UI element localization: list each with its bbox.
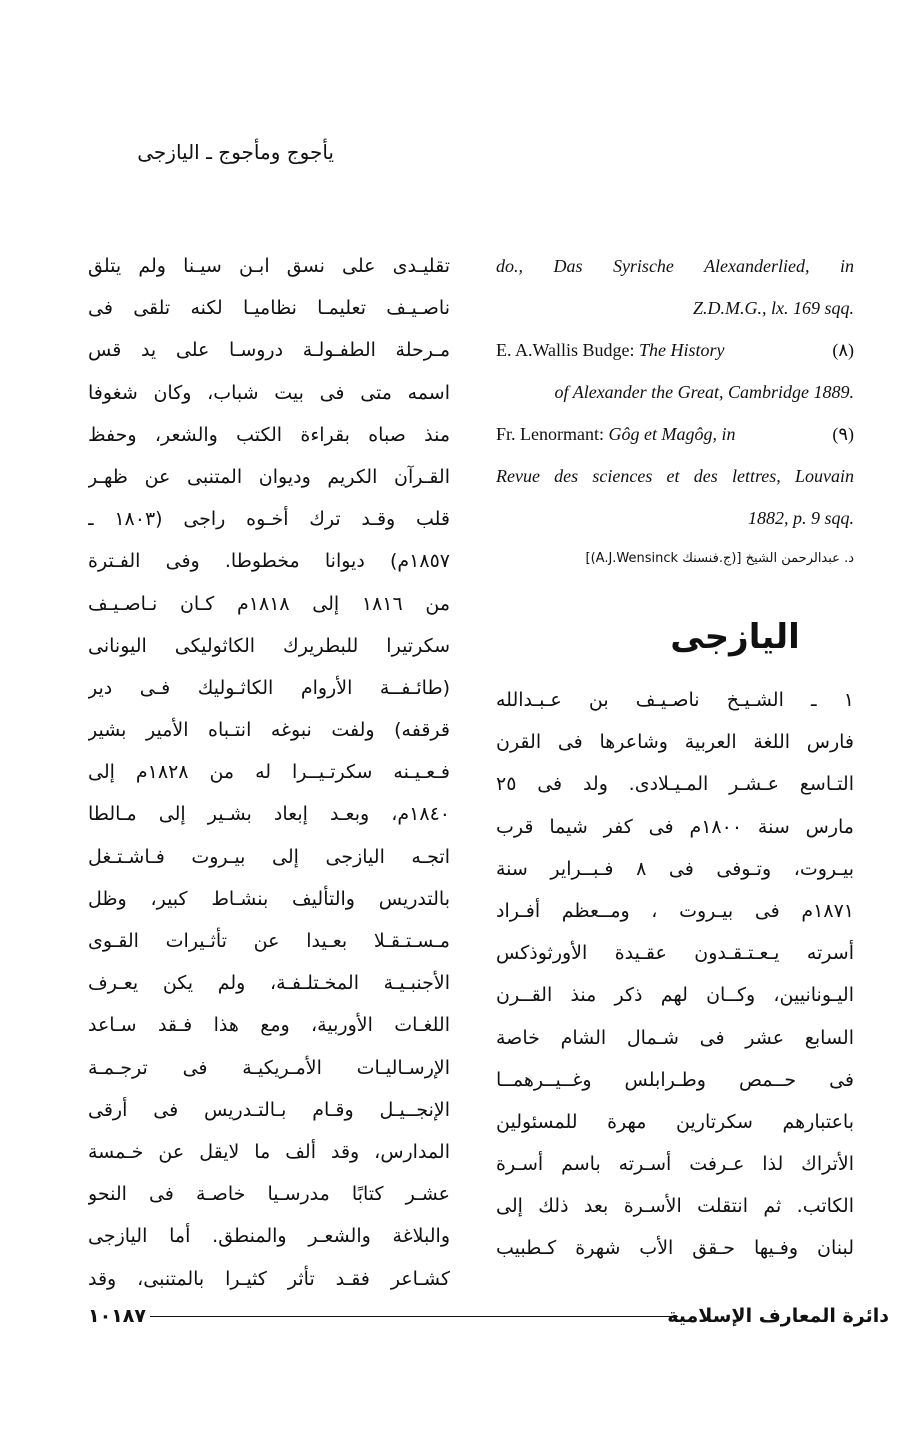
bib-entry-line: Revue des sciences et des lettres, Louvain [496, 466, 854, 486]
right-column [496, 245, 854, 1270]
right-column-line: فى حــمص وطـرابلس وغــيــرهمــا [496, 1068, 854, 1091]
right-column-line: التـاسع عـشـر المـيـلادى. ولد فى ٢٥ [496, 773, 854, 796]
right-column-line: باعتبارهم سكرتارين مهرة للمسئولين [496, 1110, 854, 1133]
bib-entry-line: 1882, p. 9 sqq. [747, 508, 854, 528]
bib-entry-line: do., Das Syrische Alexanderlied, in [496, 256, 854, 276]
left-column-line: الإرسـاليـات الأمـريكيـة فى ترجـمـة [88, 1056, 450, 1079]
right-column-line: مارس سنة ١٨٠٠م فى كفر شيما قرب [496, 815, 854, 838]
right-column-line: لبنان وفـيها حـقق الأب شهرة كـطبيب [496, 1237, 854, 1260]
right-column-line: بيـروت، وتـوفى فى ٨ فـبــراير سنة [496, 857, 854, 880]
journal-name: دائرة المعارف الإسلامية [667, 1305, 889, 1327]
left-column-line: منذ صباه بقراءة الكتب والشعر، وحفظ [88, 423, 450, 446]
right-column-line: ١ ـ الشـيـخ ناصـيـف بن عـبـدالله [496, 689, 854, 711]
left-column-line: تقليـدى على نسق ابـن سيـنا ولم يتلق [88, 255, 450, 277]
left-column-line: الأجنبـيـة المخـتلـفـة، ولم يكن يعـرف [88, 972, 450, 995]
bib-author: Fr. Lenormant: [496, 424, 604, 444]
right-column-line: الكاتب. ثم انتقلت الأسـرة بعد ذلك إلى [496, 1195, 854, 1218]
left-column-line: اللغـات الأوربية، ومع هذا فـقد سـاعد [88, 1014, 450, 1037]
left-column-line: ١٨٤٠م، وبعـد إبعاد بشـير إلى مـالطا [88, 803, 450, 826]
bib-title: Gôg et Magôg, in [608, 424, 736, 444]
bibliography [496, 245, 854, 539]
bib-author: E. A.Wallis Budge: [496, 340, 635, 360]
left-column-line: مـرحلة الطفـولـة دروسـا على يد قس [88, 339, 450, 362]
right-column-line: أسرته يـعـتـقـدون عقـيدة الأورثوذكس [496, 942, 854, 965]
left-column-line: فـعـيـنه سكرتـيــرا له من ١٨٢٨م إلى [88, 761, 450, 784]
bib-entry-line [496, 413, 854, 455]
left-column-line: قلب وقـد ترك أخـوه راجى (١٨٠٣ ـ [88, 508, 450, 531]
bib-entry-line [496, 329, 854, 371]
left-column-line: الإنجــيـل وقـام بـالتـدريس فى أرقى [88, 1098, 450, 1121]
left-column-line: القـرآن الكريم وديوان المتنبى عن ظهـر [88, 465, 450, 488]
section-title: اليازجى [670, 617, 800, 657]
left-column-line: (طائـفــة الأروام الكاثـوليك فـى دير [88, 676, 450, 699]
footer-divider [150, 1316, 678, 1317]
bib-number: (٨) [832, 340, 854, 360]
right-column-line: السابع عشر فى شـمال الشام خاصة [496, 1026, 854, 1049]
left-column-line: والبلاغة والشعـر والمنطق. أما اليازجى [88, 1225, 450, 1248]
bib-number: (٩) [832, 424, 854, 444]
left-column-line: مـسـتـقـلا بعـيدا عن تأثـيرات القـوى [88, 930, 450, 952]
running-header: يأجوج ومأجوج ـ اليازجى [137, 140, 334, 164]
left-column-line: سكرتيرا للبطريرك الكاثوليكى اليونانى [88, 634, 450, 657]
left-column-line: ناصـيـف تعليمـا نظاميـا لكنه تلقى فى [88, 297, 450, 320]
left-column-line: اتجـه اليازجى إلى بيـروت فـاشـتـغل [88, 845, 450, 868]
bib-entry-line: of Alexander the Great, Cambridge 1889. [554, 382, 854, 402]
left-column-line: ١٨٥٧م) ديوانا مخطوطا. وفى الفـترة [88, 550, 450, 573]
right-column-line: الأتراك لذا عـرفت أسـرته باسم أسـرة [496, 1153, 854, 1176]
right-column-line: اليـونانيين، وكــان لهم ذكر منذ القــرن [496, 984, 854, 1007]
left-column-line: قرقفه) ولفت نبوغه انتـباه الأمير بشير [88, 719, 450, 742]
left-column-line: المدارس، وقد ألف ما لايقل عن خـمسة [88, 1140, 450, 1163]
left-column-line: كشـاعر فقـد تأثر كثيـرا بالمتنبى، وقد [88, 1267, 450, 1290]
left-column-line: عشـر كتابًا مدرسـيا خاصـة فى النحو [88, 1183, 450, 1206]
right-column-line: ١٨٧١م فى بيـروت ، ومــعظم أفـراد [496, 899, 854, 922]
page-number: ١٠١٨٧ [88, 1305, 146, 1327]
right-column-line: فارس اللغة العربية وشاعرها فى القرن [496, 731, 854, 754]
left-column-line: بالتدريس والتأليف بنشـاط كبير، وظل [88, 887, 450, 910]
left-column-line: من ١٨١٦ إلى ١٨١٨م كـان نـاصـيـف [88, 592, 450, 615]
author-signature: د. عبدالرحمن الشيخ [(ج.فنسنك A.J.Wensinck)] [585, 551, 854, 566]
left-column [88, 245, 450, 1300]
left-column-line: اسمه متى فى بيت شباب، وكان شغوفا [88, 381, 450, 404]
bib-title: The History [639, 340, 725, 360]
right-column-body [496, 679, 854, 1270]
bib-entry-line: Z.D.M.G., lx. 169 sqq. [693, 298, 854, 318]
